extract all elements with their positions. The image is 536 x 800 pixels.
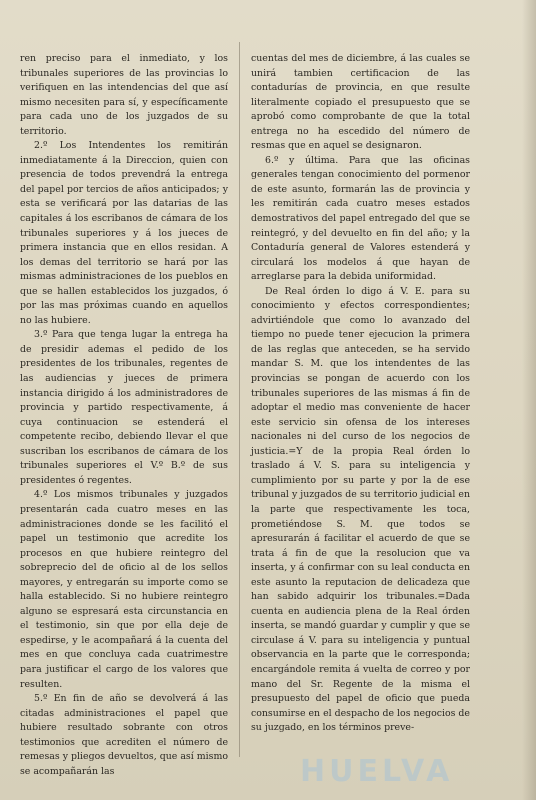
library-watermark: HUELVA bbox=[300, 754, 454, 789]
right-column bbox=[251, 52, 470, 736]
left-column bbox=[20, 52, 228, 779]
page-edge-shadow bbox=[522, 0, 536, 800]
paragraph: 6.º y última. Para que las oficinas generales tengan conocimiento del pormenor de este asunto, formarán las de provincia y les remitirán cada cuatro meses estados demostrativos del papel entregado del que se reintegró, y del devuelto en fin del año; y la Contaduría general de Valores estenderá y circulará los modelos á que hayan de arreglarse para la debida uniformidad. bbox=[251, 154, 470, 283]
paragraph: 5.º En fin de año se devolverá á las citadas administraciones el papel que hubiere resultado sobrante con otros testimonios que acrediten el número de remesas y pliegos devueltos, que así mismo se acompañarán las bbox=[20, 693, 228, 777]
paragraph: ren preciso para el inmediato, y los tribunales superiores de las provincias lo verifiquen en las intendencias del que así mismo necesiten para sí, y específicamente para cada uno de los juzgados de su territorio. bbox=[20, 53, 228, 137]
paragraph: 4.º Los mismos tribunales y juzgados presentarán cada cuatro meses en las administraciones donde se les facilitó el papel un testimonio que acredite los procesos en que hubiere reintegro del sobreprecio del de oficio al de los sellos mayores, y entregarán su importe como se halla establecido. Si no hubiere reintegro alguno se espresará esta circunstancia en el testimonio, sin que por ella deje de espedirse, y le acompañará á la cuenta del mes en que concluya cada cuatrimestre para justificar el cargo de los valores que resulten. bbox=[20, 489, 228, 690]
paragraph: 2.º Los Intendentes los remitirán inmediatamente á la Direccion, quien con presencia de todos prevendrá la entrega del papel por tercios de años anticipados; y esta se verificará por las datarias de las capitales á los escribanos de cámara de los tribunales superiores y á los jueces de primera instancia que en ellos residan. A los demas del territorio se hará por las mismas administraciones de los pueblos en que se hallen establecidos los juzgados, ó por las mas próximas cuando en aquellos no las hubiere. bbox=[20, 140, 228, 326]
paragraph: 3.º Para que tenga lugar la entrega ha de presidir ademas el pedido de los presidentes de los tribunales, regentes de las audiencias y jueces de primera instancia dirigido á los administradores de provincia y partido respectivamente, á cuya continuacion se estenderá el competente recibo, debiendo llevar el que suscriban los escribanos de cámara de los tribunales superiores el V.º B.º de sus presidentes ó regentes. bbox=[20, 329, 228, 486]
column-divider bbox=[239, 42, 240, 757]
paragraph: cuentas del mes de diciembre, á las cuales se unirá tambien certificacion de las contadurías de provincia, en que resulte literalmente copiado el presupuesto que se aprobó como comprobante de que la total entrega no ha escedido del número de resmas que en aquel se designaron. bbox=[251, 53, 470, 152]
paragraph: De Real órden lo digo á V. E. para su conocimiento y efectos correspondientes; advirtiéndole que como lo avanzado del tiempo no puede tener ejecucion la primera de las reglas que anteceden, se ha servido mandar S. M. que los intendentes de las provincias se pongan de acuerdo con los tribunales superiores de las mismas á fin de adoptar el medio mas conveniente de hacer este servicio sin ofensa de los intereses nacionales ni del curso de los negocios de justicia.=Y de la propia Real órden lo traslado á V. S. para su inteligencia y cumplimiento por su parte y por la de ese tribunal y juzgados de su territorio judicial en la parte que respectivamente les toca, prometiéndose S. M. que todos se apresurarán á facilitar el acuerdo de que se trata á fin de que la resolucion que va inserta, y á confirmar con su leal conducta en este asunto la reputacion de delicadeza que han sabido adquirir los tribunales.=Dada cuenta en audiencia plena de la Real órden inserta, se mandó guardar y cumplir y que se circulase á V. para su inteligencia y puntual observancia en la parte que le corresponda; encargándole remita á vuelta de correo y por mano del Sr. Regente de la misma el presupuesto del papel de oficio que pueda consumirse en el despacho de los negocios de su juzgado, en los términos preve- bbox=[251, 285, 470, 734]
